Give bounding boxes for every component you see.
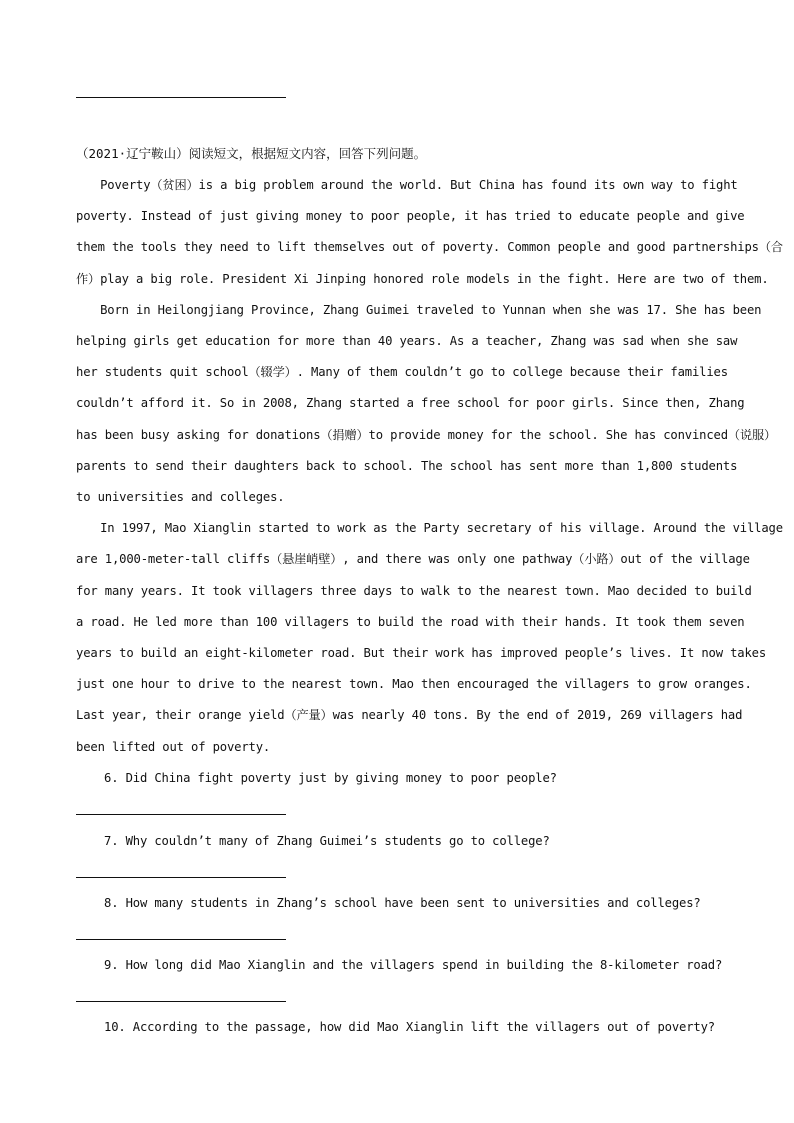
answer-line-7[interactable]: [76, 877, 286, 878]
answer-line-6[interactable]: [76, 814, 286, 815]
passage-line: just one hour to drive to the nearest town. Mao then encouraged the villagers to grow oranges.: [76, 677, 752, 691]
passage-line: In 1997, Mao Xianglin started to work as the Party secretary of his village. Around the village: [76, 521, 783, 535]
passage-line: poverty. Instead of just giving money to poor people, it has tried to educate people and give: [76, 209, 745, 223]
passage-line: for many years. It took villagers three days to walk to the nearest town. Mao decided to build: [76, 584, 752, 598]
answer-line-9[interactable]: [76, 1001, 286, 1002]
passage-line: Poverty（贫困）is a big problem around the world. But China has found its own way to fight: [76, 178, 738, 192]
passage-line: parents to send their daughters back to school. The school has sent more than 1,800 students: [76, 459, 738, 473]
passage-line: to universities and colleges.: [76, 490, 285, 504]
question-6: 6. Did China fight poverty just by giving money to poor people?: [104, 771, 557, 785]
passage-line: her students quit school（辍学）. Many of them couldn’t go to college because their families: [76, 365, 728, 379]
passage-line: been lifted out of poverty.: [76, 740, 271, 754]
passage-line: 作）play a big role. President Xi Jinping honored role models in the fight. Here are two of them.: [76, 272, 769, 286]
answer-line-top: [76, 97, 286, 98]
question-9: 9. How long did Mao Xianglin and the villagers spend in building the 8-kilometer road?: [104, 958, 723, 972]
passage-line: Born in Heilongjiang Province, Zhang Guimei traveled to Yunnan when she was 17. She has been: [76, 303, 762, 317]
passage-line: Last year, their orange yield（产量）was nearly 40 tons. By the end of 2019, 269 villagers had: [76, 708, 743, 722]
passage-line: are 1,000-meter-tall cliffs（悬崖峭壁）, and there was only one pathway（小路）out of the village: [76, 552, 750, 566]
source-heading: （2021·辽宁鞍山）阅读短文，根据短文内容，回答下列问题。: [76, 146, 427, 161]
passage-line: helping girls get education for more than 40 years. As a teacher, Zhang was sad when she saw: [76, 334, 738, 348]
question-10: 10. According to the passage, how did Mao Xianglin lift the villagers out of poverty?: [104, 1020, 715, 1034]
passage-line: years to build an eight-kilometer road. But their work has improved people’s lives. It now takes: [76, 646, 766, 660]
question-8: 8. How many students in Zhang’s school have been sent to universities and colleges?: [104, 896, 701, 910]
passage-line: them the tools they need to lift themselves out of poverty. Common people and good partnerships（合: [76, 240, 783, 254]
question-7: 7. Why couldn’t many of Zhang Guimei’s students go to college?: [104, 834, 550, 848]
answer-line-8[interactable]: [76, 939, 286, 940]
passage-line: couldn’t afford it. So in 2008, Zhang started a free school for poor girls. Since then, Zhang: [76, 396, 745, 410]
passage-line: has been busy asking for donations（捐赠）to provide money for the school. She has convinced（说服）: [76, 428, 777, 442]
passage-line: a road. He led more than 100 villagers to build the road with their hands. It took them seven: [76, 615, 745, 629]
